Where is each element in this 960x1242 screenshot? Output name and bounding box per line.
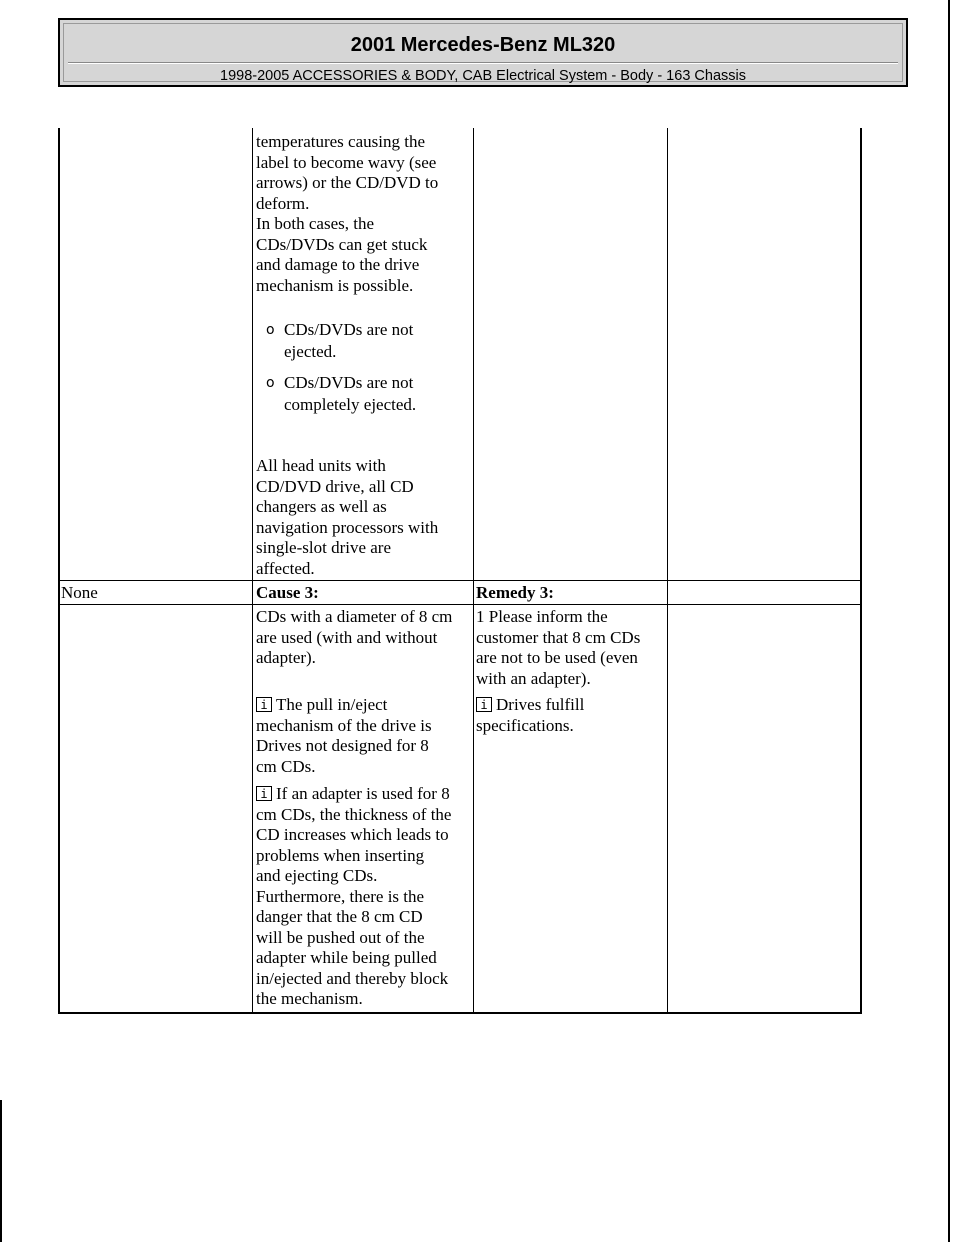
cause-3-note-1 [256, 695, 472, 777]
bullet-text: CDs/DVDs are not [284, 373, 414, 392]
text-line: temperatures causing the [256, 132, 425, 151]
row-divider-1 [58, 580, 862, 581]
cause-3-cell [256, 607, 472, 669]
text-line: are used (with and without [256, 627, 438, 647]
text-line: and damage to the drive [256, 255, 420, 274]
row-divider-2 [58, 604, 862, 605]
column-divider-2 [473, 128, 474, 1013]
text-line: are not to be used (even [476, 648, 638, 667]
text-line: in/ejected and thereby block [256, 968, 449, 988]
bullet-text: completely ejected. [284, 395, 417, 414]
text-line: cm CDs. [256, 756, 316, 776]
text-line: and ejecting CDs. [256, 866, 378, 885]
cause-3-note-2 [256, 784, 472, 1010]
remedy-3-cell [476, 607, 666, 689]
note-text: If an adapter is used for 8 [276, 784, 450, 803]
header-subtitle: 1998-2005 ACCESSORIES & BODY, CAB Electrical System - Body - 163 Chassis [220, 68, 746, 84]
symptom-continuation-cell [256, 132, 470, 425]
column-divider-1 [252, 128, 253, 1013]
text-line: mechanism is possible. [256, 275, 414, 295]
document-header [58, 18, 908, 87]
text-line: Drives not designed for 8 [256, 736, 429, 755]
text-line: changers as well as [256, 497, 387, 516]
text-line: navigation processors with [256, 517, 439, 537]
text-line: adapter). [256, 648, 316, 667]
bullet-item [256, 372, 470, 416]
text-line: mechanism of the drive is [256, 715, 432, 735]
note-text: Drives fulfill [496, 695, 585, 714]
page-edge-left [0, 1100, 2, 1242]
text-line: problems when inserting [256, 845, 425, 865]
header-inner-frame [63, 23, 903, 82]
text-line: the mechanism. [256, 989, 363, 1008]
header-divider [68, 62, 898, 64]
page-edge-right [948, 0, 950, 1242]
text-line: label to become wavy (see [256, 152, 437, 172]
text-line: danger that the 8 cm CD [256, 907, 423, 926]
remedy-3-note [476, 695, 666, 736]
text-line [256, 695, 472, 716]
header-title: 2001 Mercedes-Benz ML320 [350, 34, 616, 56]
text-line: All head units with [256, 456, 386, 475]
symptom-bullet-list [256, 319, 470, 416]
text-line: single-slot drive are [256, 538, 392, 557]
text-line: with an adapter). [476, 668, 591, 688]
bullet-item [256, 319, 470, 363]
bullet-icon: o [266, 375, 275, 391]
bullet-text: ejected. [284, 342, 337, 361]
cause-3-heading: Cause 3: [256, 583, 319, 602]
info-icon: i [256, 697, 272, 712]
note-text: The pull in/eject [276, 695, 388, 714]
bullet-icon: o [266, 322, 275, 338]
text-line: affected. [256, 558, 315, 578]
text-line: In both cases, the [256, 214, 375, 233]
text-line: will be pushed out of the [256, 927, 425, 947]
info-icon: i [256, 786, 272, 801]
text-line: arrows) or the CD/DVD to [256, 173, 439, 192]
text-line [476, 695, 666, 716]
text-line: adapter while being pulled [256, 948, 437, 967]
text-line: specifications. [476, 715, 574, 735]
model-cell-none: None [61, 583, 98, 602]
text-line: CDs/DVDs can get stuck [256, 234, 428, 254]
text-line: CD increases which leads to [256, 825, 449, 844]
remedy-3-heading: Remedy 3: [476, 583, 554, 602]
text-line: deform. [256, 193, 310, 213]
column-divider-3 [667, 128, 668, 1013]
text-line: CD/DVD drive, all CD [256, 476, 414, 496]
info-icon: i [476, 697, 492, 712]
text-line: CDs with a diameter of 8 cm [256, 607, 453, 626]
bullet-text: CDs/DVDs are not [284, 320, 414, 339]
text-line: 1 Please inform the [476, 607, 608, 626]
text-line: Furthermore, there is the [256, 886, 425, 906]
affected-units-text [256, 456, 470, 579]
text-line: cm CDs, the thickness of the [256, 804, 452, 824]
text-line [256, 784, 472, 805]
text-line: customer that 8 cm CDs [476, 627, 641, 647]
